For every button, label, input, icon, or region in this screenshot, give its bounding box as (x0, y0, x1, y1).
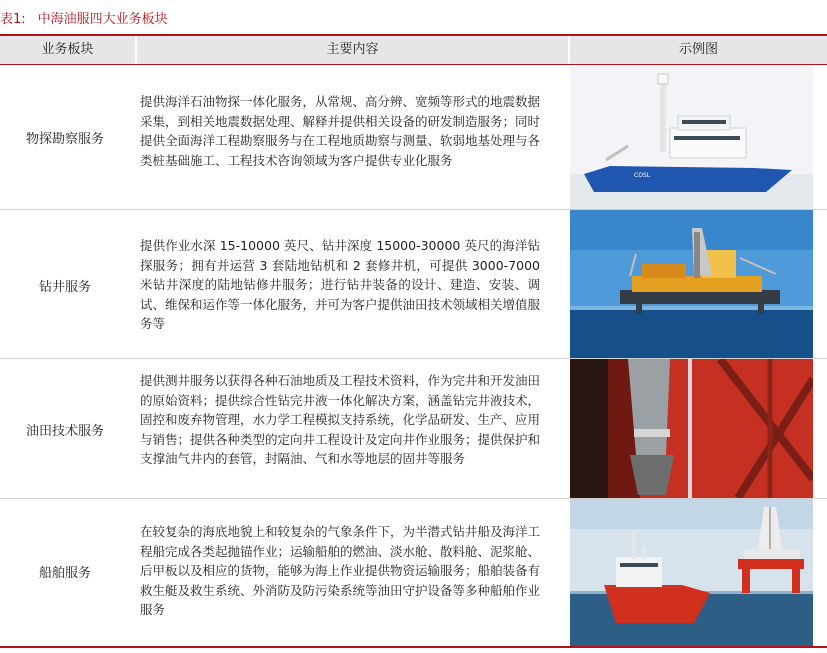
caption-number: 表1: (0, 12, 26, 27)
drill-bit-photo (570, 359, 813, 498)
caption-title: 中海油服四大业务板块 (37, 12, 168, 27)
supply-vessel-photo (570, 499, 813, 646)
drilling-platform-photo (570, 210, 813, 358)
vessel-hull-text: COSL (634, 172, 651, 179)
row-category: 物探勘察服务 (25, 132, 104, 147)
row-content: 提供测井服务以获得各种石油地质及工程技术资料，作为完井和开发油田的原始资料；提供综合性钻完井液一体化解决方案，涵盖钻完井液技术，固控和废弃物管理，水力学工程模拟支持系统，化学品研发、生产、应用与销售；提供各种类型的定向井工程设计及定向井作业服务；提供保护和支撑油气井内的套管，封隔油、气和水等地层的固井等服务 (140, 373, 541, 466)
header-bottom-rule (0, 64, 827, 65)
row-content: 提供海洋石油物探一体化服务，从常规、高分辨、宽频等形式的地震数据采集，到相关地震数据处理、解释并提供相关设备的研发制造服务；同时提供全面海洋工程勘察服务与在工程地质勘察与测量、软弱地基处理与各类桩基础施工、工程技术咨询领域为客户提供专业化服务 (140, 94, 541, 168)
header-cell-content (137, 36, 568, 64)
table-bottom-rule (0, 646, 827, 648)
header-image: 示例图 (678, 42, 718, 57)
row-content: 提供作业水深 15-10000 英尺、钻井深度 15000-30000 英尺的海洋钻探服务；拥有并运营 3 套陆地钻机和 2 套修井机，可提供 3000-7000 米钻井深度的陆地钻修井服务；进行钻井装备的设计、建造、安装、调试、维保和运作等一体化服务，并可为客户提供油田技术领域相关增值服务等 (140, 238, 541, 331)
header-cell-image (570, 36, 827, 64)
header-category: 业务板块 (41, 42, 94, 57)
header-content: 主要内容 (326, 42, 379, 57)
row-category: 油田技术服务 (25, 424, 104, 439)
seismic-vessel-photo (570, 66, 813, 209)
row-category: 钻井服务 (38, 280, 91, 295)
table-caption (0, 8, 168, 32)
header-cell-category (0, 36, 135, 64)
row-category: 船舶服务 (38, 566, 91, 581)
row-content: 在较复杂的海底地貌上和较复杂的气象条件下，为半潜式钻井船及海洋工程船完成各类起抛锚作业；运输船舶的燃油、淡水舱、散料舱、泥浆舱、后甲板以及相应的货物，能够为海上作业提供物资运输服务；船舶装备有救生艇及救生系统、外消防及防污染系统等油田守护设备等多种船舶作业服务 (140, 524, 541, 617)
business-table (0, 34, 827, 649)
